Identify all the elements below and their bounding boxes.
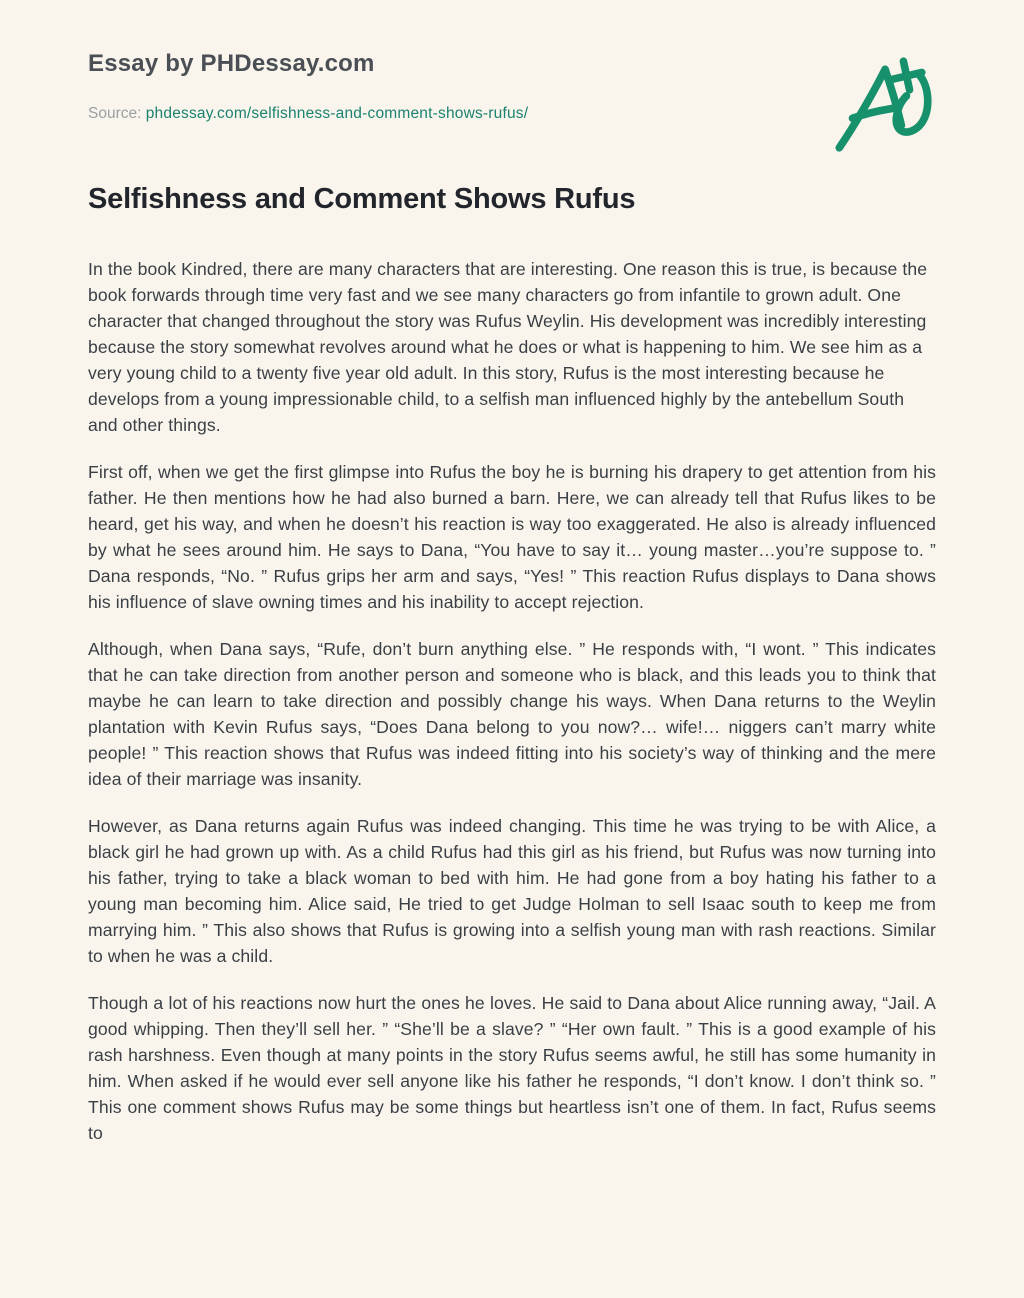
essay-paragraph: However, as Dana returns again Rufus was indeed changing. This time he was trying to be with Alice, a black girl he had grown up with. As a child Rufus had this girl as his friend, but Rufus was now turning into his father, trying to take a black woman to bed with him. He had gone from a boy hating his father to a young man becoming him. Alice said, He tried to get Judge Holman to sell Isaac south to keep me from marrying him. ” This also shows that Rufus is growing into a selfish young man with rash reactions. Similar to when he was a child. xyxy=(88,816,936,966)
essay-body xyxy=(88,256,936,1146)
source-line xyxy=(88,105,936,123)
essay-title: Selfishness and Comment Shows Rufus xyxy=(88,183,636,215)
essay-paragraph: First off, when we get the first glimpse into Rufus the boy he is burning his drapery to get attention from his father. He then mentions how he had also burned a barn. Here, we can already tell that Rufus likes to be heard, get his way, and when he doesn’t his reaction is way too exaggerated. He also is already influenced by what he sees around him. He says to Dana, “You have to say it… young master…you’re suppose to. ” Dana responds, “No. ” Rufus grips her arm and says, “Yes! ” This reaction Rufus displays to Dana shows his influence of slave owning times and his inability to accept rejection. xyxy=(88,462,936,612)
essay-paragraph: In the book Kindred, there are many characters that are interesting. One reason this is true, is because the book forwards through time very fast and we see many characters go from infantile to grown adult. One character that changed throughout the story was Rufus Weylin. His development was incredibly interesting because the story somewhat revolves around what he does or what is happening to him. We see him as a very young child to a twenty five year old adult. In this story, Rufus is the most interesting because he develops from a young impressionable child, to a selfish man influenced highly by the antebellum South and other things. xyxy=(88,259,928,435)
essay-paragraph: Although, when Dana says, “Rufe, don’t burn anything else. ” He responds with, “I wont. ” This indicates that he can take direction from another person and someone who is black, and this leads you to think that maybe he can learn to take direction and possibly change his ways. When Dana returns to the Weylin plantation with Kevin Rufus says, “Does Dana belong to you now?… wife!… niggers can’t marry white people! ” This reaction shows that Rufus was indeed fitting into his society’s way of thinking and the mere idea of their marriage was insanity. xyxy=(88,639,936,789)
provider-title: Essay by PHDessay.com xyxy=(88,50,375,77)
essay-paragraph: Though a lot of his reactions now hurt the ones he loves. He said to Dana about Alice running away, “Jail. A good whipping. Then they’ll sell her. ” “She’ll be a slave? ” “Her own fault. ” This is a good example of his rash harshness. Even though at many points in the story Rufus seems awful, he still has some humanity in him. When asked if he would ever sell anyone like his father he responds, “I don’t know. I don’t think so. ” This one comment shows Rufus may be some things but heartless isn’t one of them. In fact, Rufus seems to xyxy=(88,993,936,1143)
source-url-link[interactable]: phdessay.com/selfishness-and-comment-shows-rufus/ xyxy=(145,105,529,122)
a-plus-logo-icon xyxy=(824,52,936,156)
source-label: Source: xyxy=(88,105,142,122)
